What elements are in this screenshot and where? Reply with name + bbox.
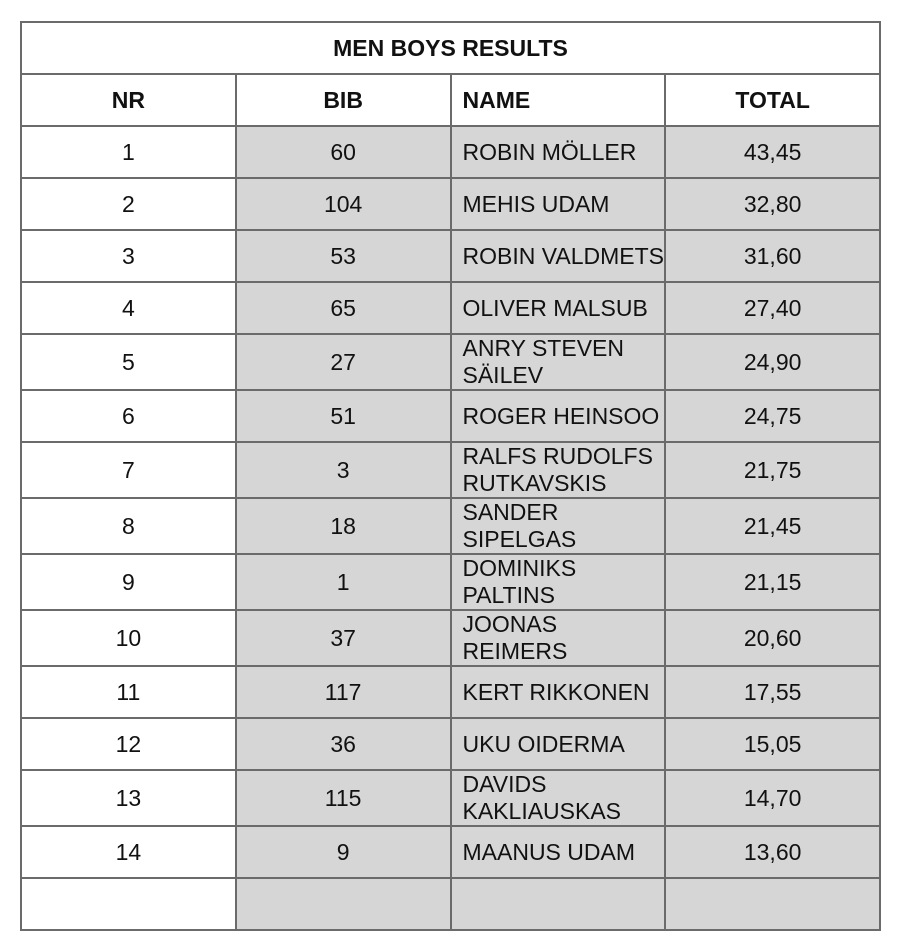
rank-cell: 7 [21,442,236,498]
name-cell: SANDER SIPELGAS [451,498,666,554]
table-row [21,442,880,498]
bib-cell: 37 [236,610,451,666]
rank-cell: 9 [21,554,236,610]
results-table [20,21,881,931]
name-cell: ROGER HEINSOO [451,390,666,442]
rank-cell: 1 [21,126,236,178]
rank-cell: 8 [21,498,236,554]
bib-cell: 36 [236,718,451,770]
bib-cell [236,878,451,930]
table-row [21,554,880,610]
title-row [21,22,880,74]
table-row [21,718,880,770]
name-cell [451,878,666,930]
bib-cell: 60 [236,126,451,178]
bib-cell: 104 [236,178,451,230]
name-cell: RALFS RUDOLFS RUTKAVSKIS [451,442,666,498]
total-cell: 21,75 [665,442,880,498]
total-cell: 14,70 [665,770,880,826]
rank-cell: 4 [21,282,236,334]
rank-cell: 14 [21,826,236,878]
name-cell: MAANUS UDAM [451,826,666,878]
bib-cell: 117 [236,666,451,718]
name-cell: ROBIN MÖLLER [451,126,666,178]
bib-cell: 1 [236,554,451,610]
name-cell: ANRY STEVEN SÄILEV [451,334,666,390]
name-cell: JOONAS REIMERS [451,610,666,666]
bib-cell: 27 [236,334,451,390]
header-nr: NR [21,74,236,126]
name-cell: DOMINIKS PALTINS [451,554,666,610]
name-cell: ROBIN VALDMETS [451,230,666,282]
rank-cell: 13 [21,770,236,826]
total-cell: 13,60 [665,826,880,878]
total-cell: 24,90 [665,334,880,390]
rank-cell: 10 [21,610,236,666]
table-row [21,770,880,826]
table-row [21,334,880,390]
total-cell: 17,55 [665,666,880,718]
total-cell: 21,45 [665,498,880,554]
header-name: NAME [451,74,666,126]
name-cell: DAVIDS KAKLIAUSKAS [451,770,666,826]
table-row [21,878,880,930]
name-cell: MEHIS UDAM [451,178,666,230]
table-title: MEN BOYS RESULTS [21,22,880,74]
total-cell: 31,60 [665,230,880,282]
bib-cell: 3 [236,442,451,498]
rank-cell [21,878,236,930]
table-row [21,230,880,282]
rank-cell: 3 [21,230,236,282]
table-row [21,390,880,442]
rank-cell: 5 [21,334,236,390]
rank-cell: 11 [21,666,236,718]
total-cell [665,878,880,930]
name-cell: OLIVER MALSUB [451,282,666,334]
table-row [21,498,880,554]
bib-cell: 65 [236,282,451,334]
table-row [21,666,880,718]
table-row [21,282,880,334]
table-row [21,610,880,666]
total-cell: 43,45 [665,126,880,178]
bib-cell: 18 [236,498,451,554]
header-row [21,74,880,126]
total-cell: 32,80 [665,178,880,230]
table-row [21,826,880,878]
bib-cell: 53 [236,230,451,282]
total-cell: 15,05 [665,718,880,770]
header-total: TOTAL [665,74,880,126]
rank-cell: 12 [21,718,236,770]
rank-cell: 2 [21,178,236,230]
total-cell: 20,60 [665,610,880,666]
name-cell: KERT RIKKONEN [451,666,666,718]
header-bib: BIB [236,74,451,126]
total-cell: 24,75 [665,390,880,442]
bib-cell: 9 [236,826,451,878]
rank-cell: 6 [21,390,236,442]
results-table-body [21,22,880,930]
table-row [21,178,880,230]
bib-cell: 115 [236,770,451,826]
name-cell: UKU OIDERMA [451,718,666,770]
total-cell: 21,15 [665,554,880,610]
bib-cell: 51 [236,390,451,442]
table-row [21,126,880,178]
total-cell: 27,40 [665,282,880,334]
